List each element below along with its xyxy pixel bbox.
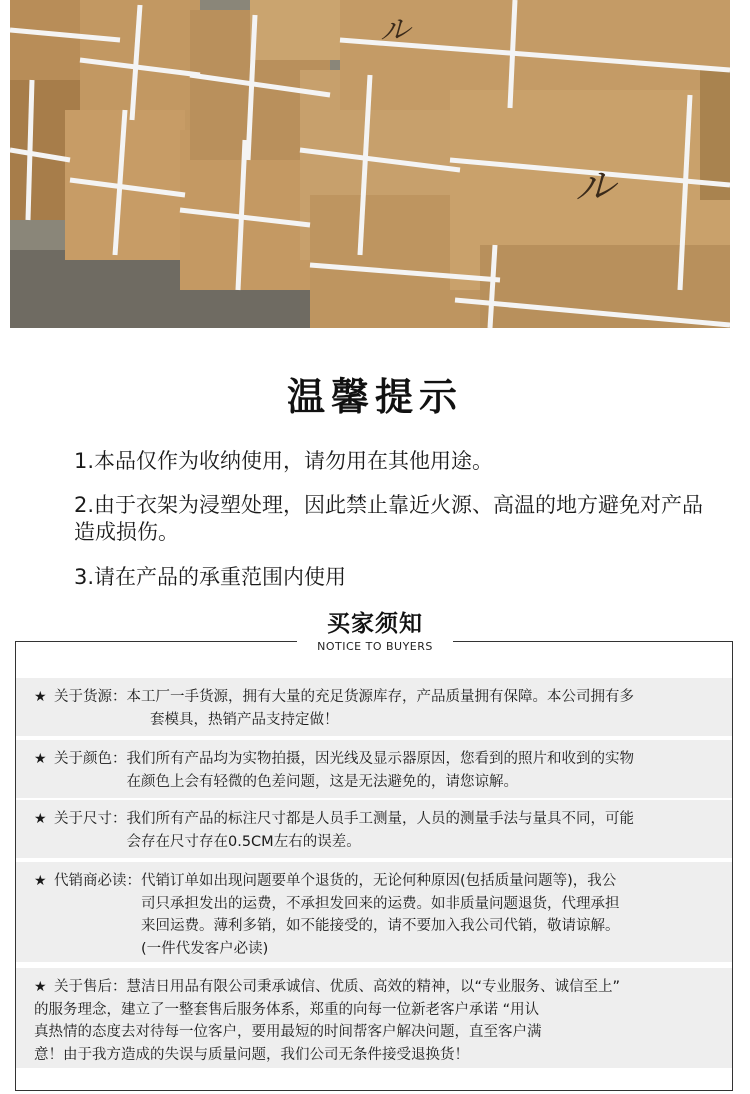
notice-text: [127, 686, 713, 709]
notice-label: 关于尺寸：: [54, 811, 127, 827]
notice-line: 我们所有产品的标注尺寸都是人员手工测量，人员的测量手法与量具不同，可能: [126, 811, 634, 827]
notice-text: [127, 748, 713, 793]
boxes-illustration: [10, 0, 730, 328]
notice-item-color: [16, 740, 732, 798]
notice-text: [127, 976, 713, 999]
star-icon: ★: [34, 689, 47, 705]
svg-text:ル: ル: [380, 13, 410, 48]
notice-line: 套模具，热销产品支持定做！: [150, 711, 339, 728]
notice-label: 代销商必读：: [54, 873, 141, 889]
notice-label: 关于颜色：: [54, 751, 127, 767]
notice-item-source: [16, 678, 732, 736]
notice-line: 我们所有产品均为实物拍摄，因光线及显示器原因，您看到的照片和收到的实物: [126, 751, 634, 767]
notice-line: 来回运费。薄利多销，如不能接受的，请不要加入我公司代销，敬请谅解。: [141, 918, 620, 934]
tip-item-3: 3.请在产品的承重范围内使用: [74, 565, 347, 589]
svg-text:ル: ル: [575, 164, 615, 210]
notice-line: 慧洁日用品有限公司秉承诚信、优质、高效的精神，以“专业服务、诚信至上”: [126, 979, 621, 995]
notice-label: 关于货源：: [54, 689, 127, 705]
notice-item-size: [16, 800, 732, 858]
notice-line: 司只承担发出的运费，不承担发回来的运费。如非质量问题退货，代理承担: [141, 895, 620, 912]
notice-line: 的服务理念，建立了一整套售后服务体系，郑重的向每一位新老客户承诺 “用认: [34, 1001, 540, 1018]
warm-tips-title: 温馨提示: [286, 375, 463, 419]
star-icon: ★: [34, 751, 47, 767]
star-icon: ★: [34, 979, 47, 995]
notice-line: 在颜色上会有轻微的色差问题，这是无法避免的，请您谅解。: [126, 773, 518, 790]
notice-line: 真热情的态度去对待每一位客户，要用最短的时间帮客户解决问题，直至客户满: [34, 1024, 542, 1040]
notice-label: 关于售后：: [54, 979, 127, 995]
notice-text: [127, 808, 713, 853]
notice-line: 意！由于我方造成的失误与质量问题，我们公司无条件接受退换货！: [34, 1046, 469, 1063]
buyer-notice-subtitle: NOTICE TO BUYERS: [317, 640, 433, 653]
notice-line: 本工厂一手货源，拥有大量的充足货源库存，产品质量拥有保障。本公司拥有多: [126, 689, 634, 705]
tip-item-2: 2.由于衣架为浸塑处理，因此禁止靠近火源、高温的地方避免对产品造成损伤。: [74, 493, 704, 544]
star-icon: ★: [34, 811, 47, 827]
star-icon: ★: [34, 873, 47, 889]
buyer-notice-heading: [297, 605, 453, 661]
notice-line: 会存在尺寸存在0.5CM左右的误差。: [126, 833, 361, 850]
notice-line: 代销订单如出现问题要单个退货的，无论何种原因(包括质量问题等)，我公: [141, 873, 617, 889]
notice-item-after-sales: [16, 968, 732, 1068]
tip-item-1: 1.本品仅作为收纳使用，请勿用在其他用途。: [74, 449, 494, 473]
notice-line: (一件代发客户必读): [141, 940, 269, 957]
cardboard-boxes-photo: [10, 0, 730, 328]
notice-text: [141, 870, 712, 960]
buyer-notice-title: 买家须知: [327, 611, 423, 637]
notice-item-reseller: [16, 862, 732, 962]
